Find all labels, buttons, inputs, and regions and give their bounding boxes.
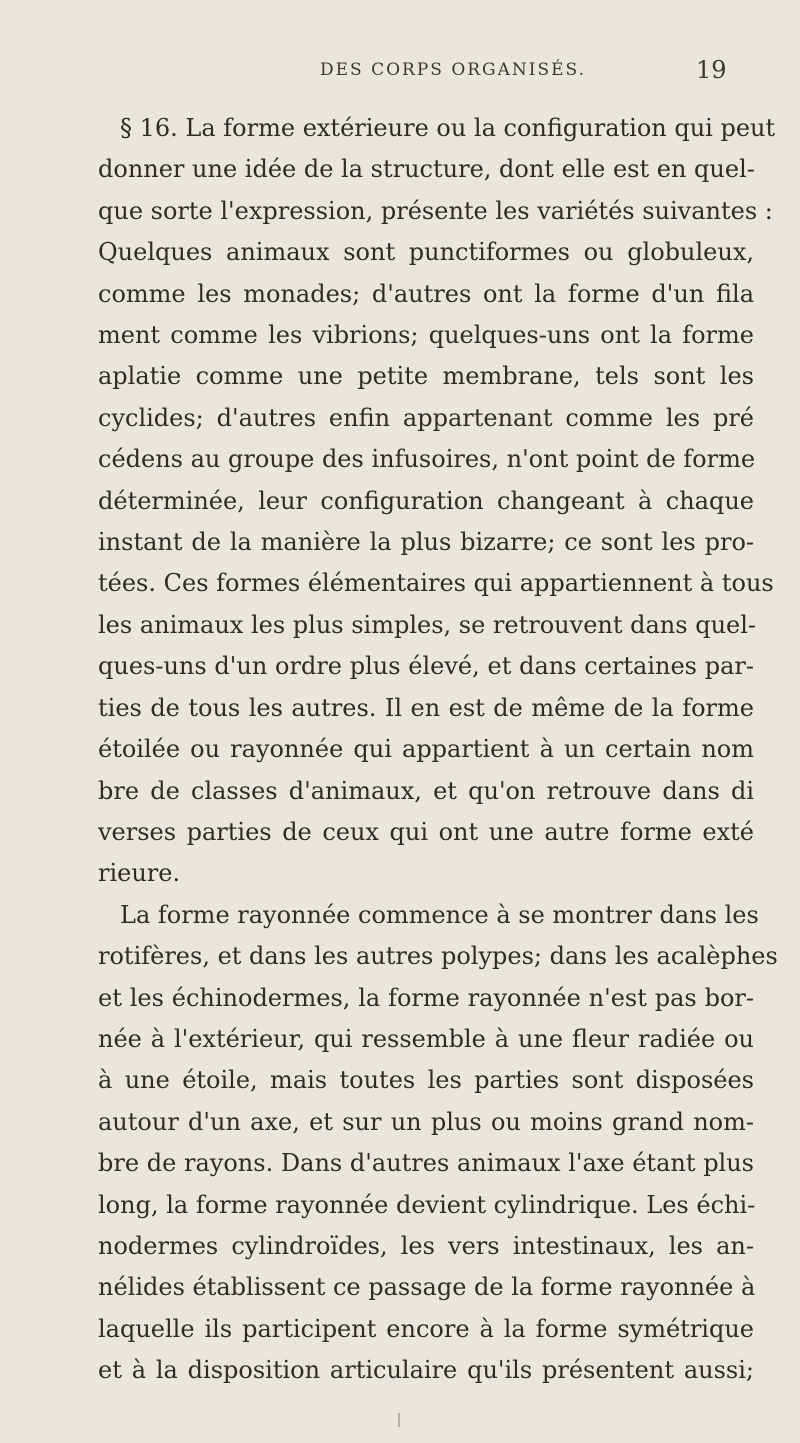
- running-header: [0, 56, 800, 100]
- text-line: Quelques animaux sont punctiformes ou globuleux,: [98, 238, 754, 267]
- text-line: rotifères, et dans les autres polypes; dans les acalèphes: [98, 942, 778, 971]
- text-line: autour d'un axe, et sur un plus ou moins grand nom-: [98, 1107, 754, 1136]
- text-line: verses parties de ceux qui ont une autre forme exté: [98, 817, 754, 846]
- paper-speck: [398, 1413, 400, 1427]
- text-line: donner une idée de la structure, dont elle est en quel-: [98, 155, 755, 184]
- page-number: 19: [696, 56, 727, 84]
- text-line: § 16. La forme extérieure ou la configuration qui peut: [120, 114, 776, 142]
- running-title: DES CORPS ORGANISÉS.: [320, 60, 587, 80]
- text-line: née à l'extérieur, qui ressemble à une fleur radiée ou: [98, 1024, 754, 1053]
- text-line: aplatie comme une petite membrane, tels sont les: [98, 362, 754, 391]
- text-line: étoilée ou rayonnée qui appartient à un certain nom: [98, 735, 754, 764]
- text-line: déterminée, leur configuration changeant à chaque: [98, 486, 754, 515]
- paragraph-2: [98, 895, 778, 1392]
- text-line: long, la forme rayonnée devient cylindrique. Les échi-: [98, 1190, 756, 1219]
- text-line: La forme rayonnée commence à se montrer dans les: [120, 900, 759, 929]
- text-line: et à la disposition articulaire qu'ils présentent aussi;: [98, 1356, 754, 1385]
- text-line: bre de classes d'animaux, et qu'on retrouve dans di: [98, 776, 754, 805]
- paragraph-1: [98, 108, 776, 895]
- text-line: nodermes cylindroïdes, les vers intestinaux, les an-: [98, 1231, 754, 1260]
- text-line: les animaux les plus simples, se retrouvent dans quel-: [98, 610, 757, 639]
- text-line: cyclides; d'autres enfin appartenant comme les pré: [98, 403, 754, 432]
- text-line: ties de tous les autres. Il en est de même de la forme: [98, 693, 754, 722]
- body-text: [98, 108, 778, 1392]
- text-line: tées. Ces formes élémentaires qui appartiennent à tous: [98, 569, 774, 598]
- text-line: ment comme les vibrions; quelques-uns ont la forme: [98, 321, 754, 350]
- text-line: nélides établissent ce passage de la forme rayonnée à: [98, 1273, 756, 1302]
- text-line: comme les monades; d'autres ont la forme d'un fila: [98, 279, 754, 308]
- text-line: rieure.: [98, 859, 181, 888]
- text-line: ques-uns d'un ordre plus élevé, et dans certaines par-: [98, 652, 754, 681]
- text-line: cédens au groupe des infusoires, n'ont point de forme: [98, 445, 756, 474]
- text-line: bre de rayons. Dans d'autres animaux l'axe étant plus: [98, 1149, 754, 1178]
- text-line: instant de la manière la plus bizarre; ce sont les pro-: [98, 528, 754, 557]
- text-line: et les échinodermes, la forme rayonnée n'est pas bor-: [98, 983, 754, 1012]
- text-line: à une étoile, mais toutes les parties sont disposées: [98, 1066, 754, 1095]
- text-line: que sorte l'expression, présente les variétés suivantes :: [98, 196, 773, 225]
- text-line: laquelle ils participent encore à la forme symétrique: [98, 1314, 754, 1343]
